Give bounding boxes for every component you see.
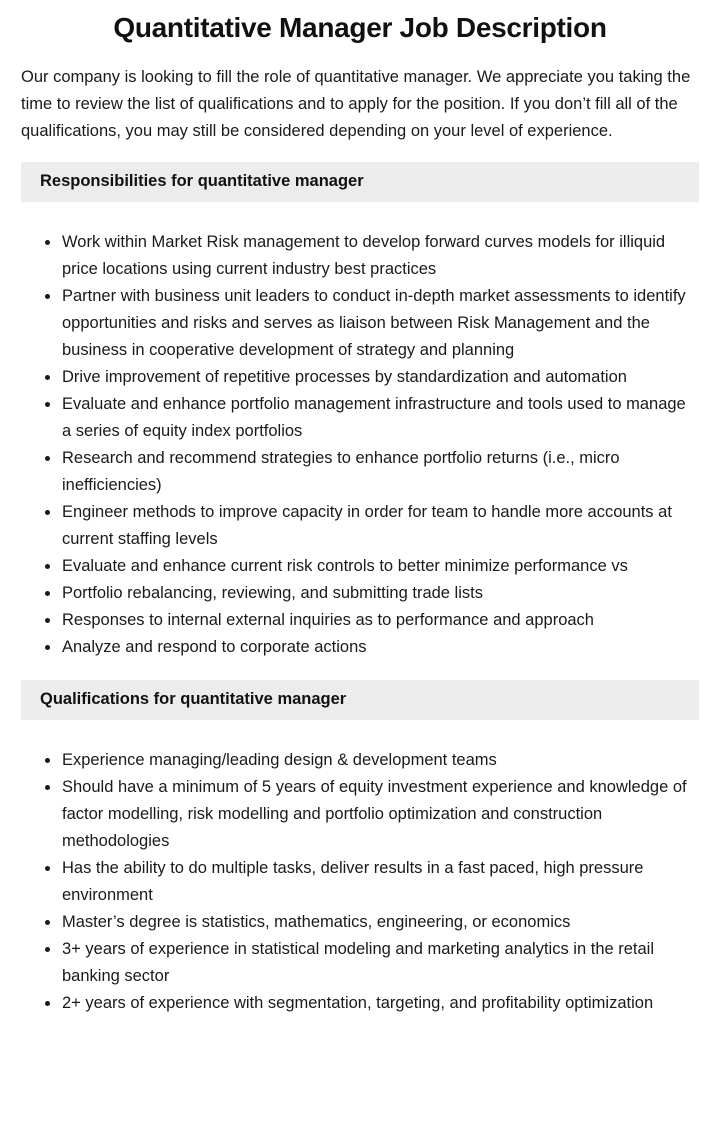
qualifications-list xyxy=(21,747,699,1017)
list-item: • Should have a minimum of 5 years of equity investment experience and knowledge of factor modelling, risk modelling and portfolio optimization and construction methodologies xyxy=(61,774,699,855)
list-item: • Partner with business unit leaders to conduct in-depth market assessments to identify opportunities and risks and serves as liaison between Risk Management and the business in cooperative development of strategy and planning xyxy=(61,283,699,364)
list-item: • Portfolio rebalancing, reviewing, and submitting trade lists xyxy=(61,580,699,607)
intro-paragraph: Our company is looking to fill the role of quantitative manager. We appreciate you taking the time to review the list of qualifications and to apply for the position. If you don’t fill all of the qualifications, you may still be considered depending on your level of experience. xyxy=(21,68,691,140)
section-responsibilities xyxy=(21,162,699,661)
list-item: • 3+ years of experience in statistical modeling and marketing analytics in the retail banking sector xyxy=(61,936,699,990)
responsibilities-section-heading: Responsibilities for quantitative manager xyxy=(21,162,699,202)
qualifications-section-heading: Qualifications for quantitative manager xyxy=(21,680,699,720)
list-item: • 2+ years of experience with segmentation, targeting, and profitability optimization xyxy=(61,990,699,1017)
list-item: • Evaluate and enhance current risk controls to better minimize performance vs xyxy=(61,553,699,580)
list-item: • Research and recommend strategies to enhance portfolio returns (i.e., micro inefficiencies) xyxy=(61,445,699,499)
list-item: • Analyze and respond to corporate actions xyxy=(61,634,699,661)
responsibilities-list xyxy=(21,229,699,661)
list-item: • Has the ability to do multiple tasks, deliver results in a fast paced, high pressure environment xyxy=(61,855,699,909)
list-item: • Drive improvement of repetitive processes by standardization and automation xyxy=(61,364,699,391)
section-qualifications xyxy=(21,680,699,1017)
list-item: • Work within Market Risk management to develop forward curves models for illiquid price locations using current industry best practices xyxy=(61,229,699,283)
list-item: • Evaluate and enhance portfolio management infrastructure and tools used to manage a series of equity index portfolios xyxy=(61,391,699,445)
page-title: Quantitative Manager Job Description xyxy=(113,12,607,43)
list-item: • Engineer methods to improve capacity in order for team to handle more accounts at current staffing levels xyxy=(61,499,699,553)
list-item: • Experience managing/leading design & development teams xyxy=(61,747,699,774)
list-item: • Master’s degree is statistics, mathematics, engineering, or economics xyxy=(61,909,699,936)
list-item: • Responses to internal external inquiries as to performance and approach xyxy=(61,607,699,634)
